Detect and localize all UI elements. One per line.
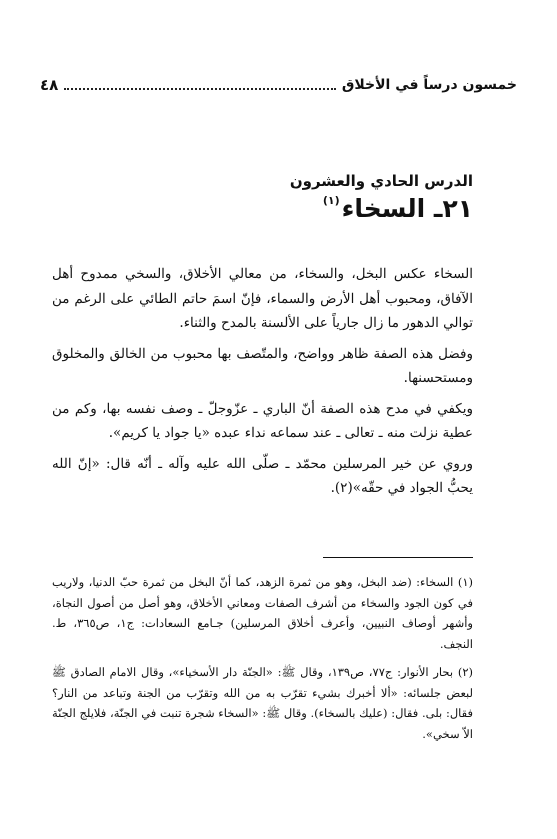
lesson-label: الدرس الحادي والعشرون (289, 172, 473, 190)
paragraph: ويكفي في مدح هذه الصفة أنّ الباري ـ عزّوجلّ ـ وصف نفسه بها، وكم من عطية نزلت منه ـ تعالى ـ عند سماعه نداء عبده «يا جواد يا كريم». (52, 400, 473, 441)
lesson-title-footnote-ref: (١) (322, 194, 340, 207)
lesson-title (323, 194, 473, 223)
paragraph: السخاء عكس البخل، والسخاء، من معالي الأخلاق، والسخي ممدوح أهل الآفاق، ومحبوب أهل الأرض والسماء، فإنّ اسمَ حاتم الطائي على الرغم من توالي الدهور ما زال جارياً على الألسنة بالمدح والثناء. (52, 266, 473, 331)
footnotes (52, 572, 473, 752)
book-title: خمسون درساً في الأخلاق (341, 77, 517, 93)
lesson-title-text: ٢١ـ السخاء (341, 194, 473, 223)
footnote-divider (323, 557, 473, 558)
footnote: (٢) بحار الأنوار: ج٧٧، ص١٣٩، وقال ﷺ: «الجنّة دار الأسخياء»، وقال الامام الصادق ﷺ لبعض جلسائه: «ألا أخبرك بشيء تقرّب به من الله وتقرّب من الجنة وتباعد من النار؟ فقال: بلى. فقال: (عليك بالسخاء). وقال ﷺ: «السخاء شجرة تنبت في الجنّة، فلايلج الجنّة الاّ سخي». (52, 665, 474, 741)
page-number: ٤٨ (40, 76, 59, 94)
footnote: (١) السخاء: (ضد البخل، وهو من ثمرة الزهد، كما أنّ البخل من ثمرة حبّ الدنيا، ولاريب في كون الجود والسخاء من أشرف الصفات ومعاني الأخلاق، وهو أصل من أصول النجاة، وأشهر أوصاف النبيين، وأعرف أخلاق المرسلين) جـامع السعادات: ج١، ص٣٦٥، ط. النجف. (52, 575, 473, 651)
running-head (40, 76, 517, 94)
paragraph: وروي عن خير المرسلين محمّد ـ صلّى الله عليه وآله ـ أنّه قال: «إنّ الله يحبُّ الجواد في حقّه»(٢). (52, 455, 473, 496)
paragraph: وفضل هذه الصفة ظاهر وواضح، والمتّصف بها محبوب من الخالق والمخلوق ومستحسنها. (52, 345, 473, 386)
leader-dots (64, 88, 336, 90)
body-text (52, 262, 473, 507)
